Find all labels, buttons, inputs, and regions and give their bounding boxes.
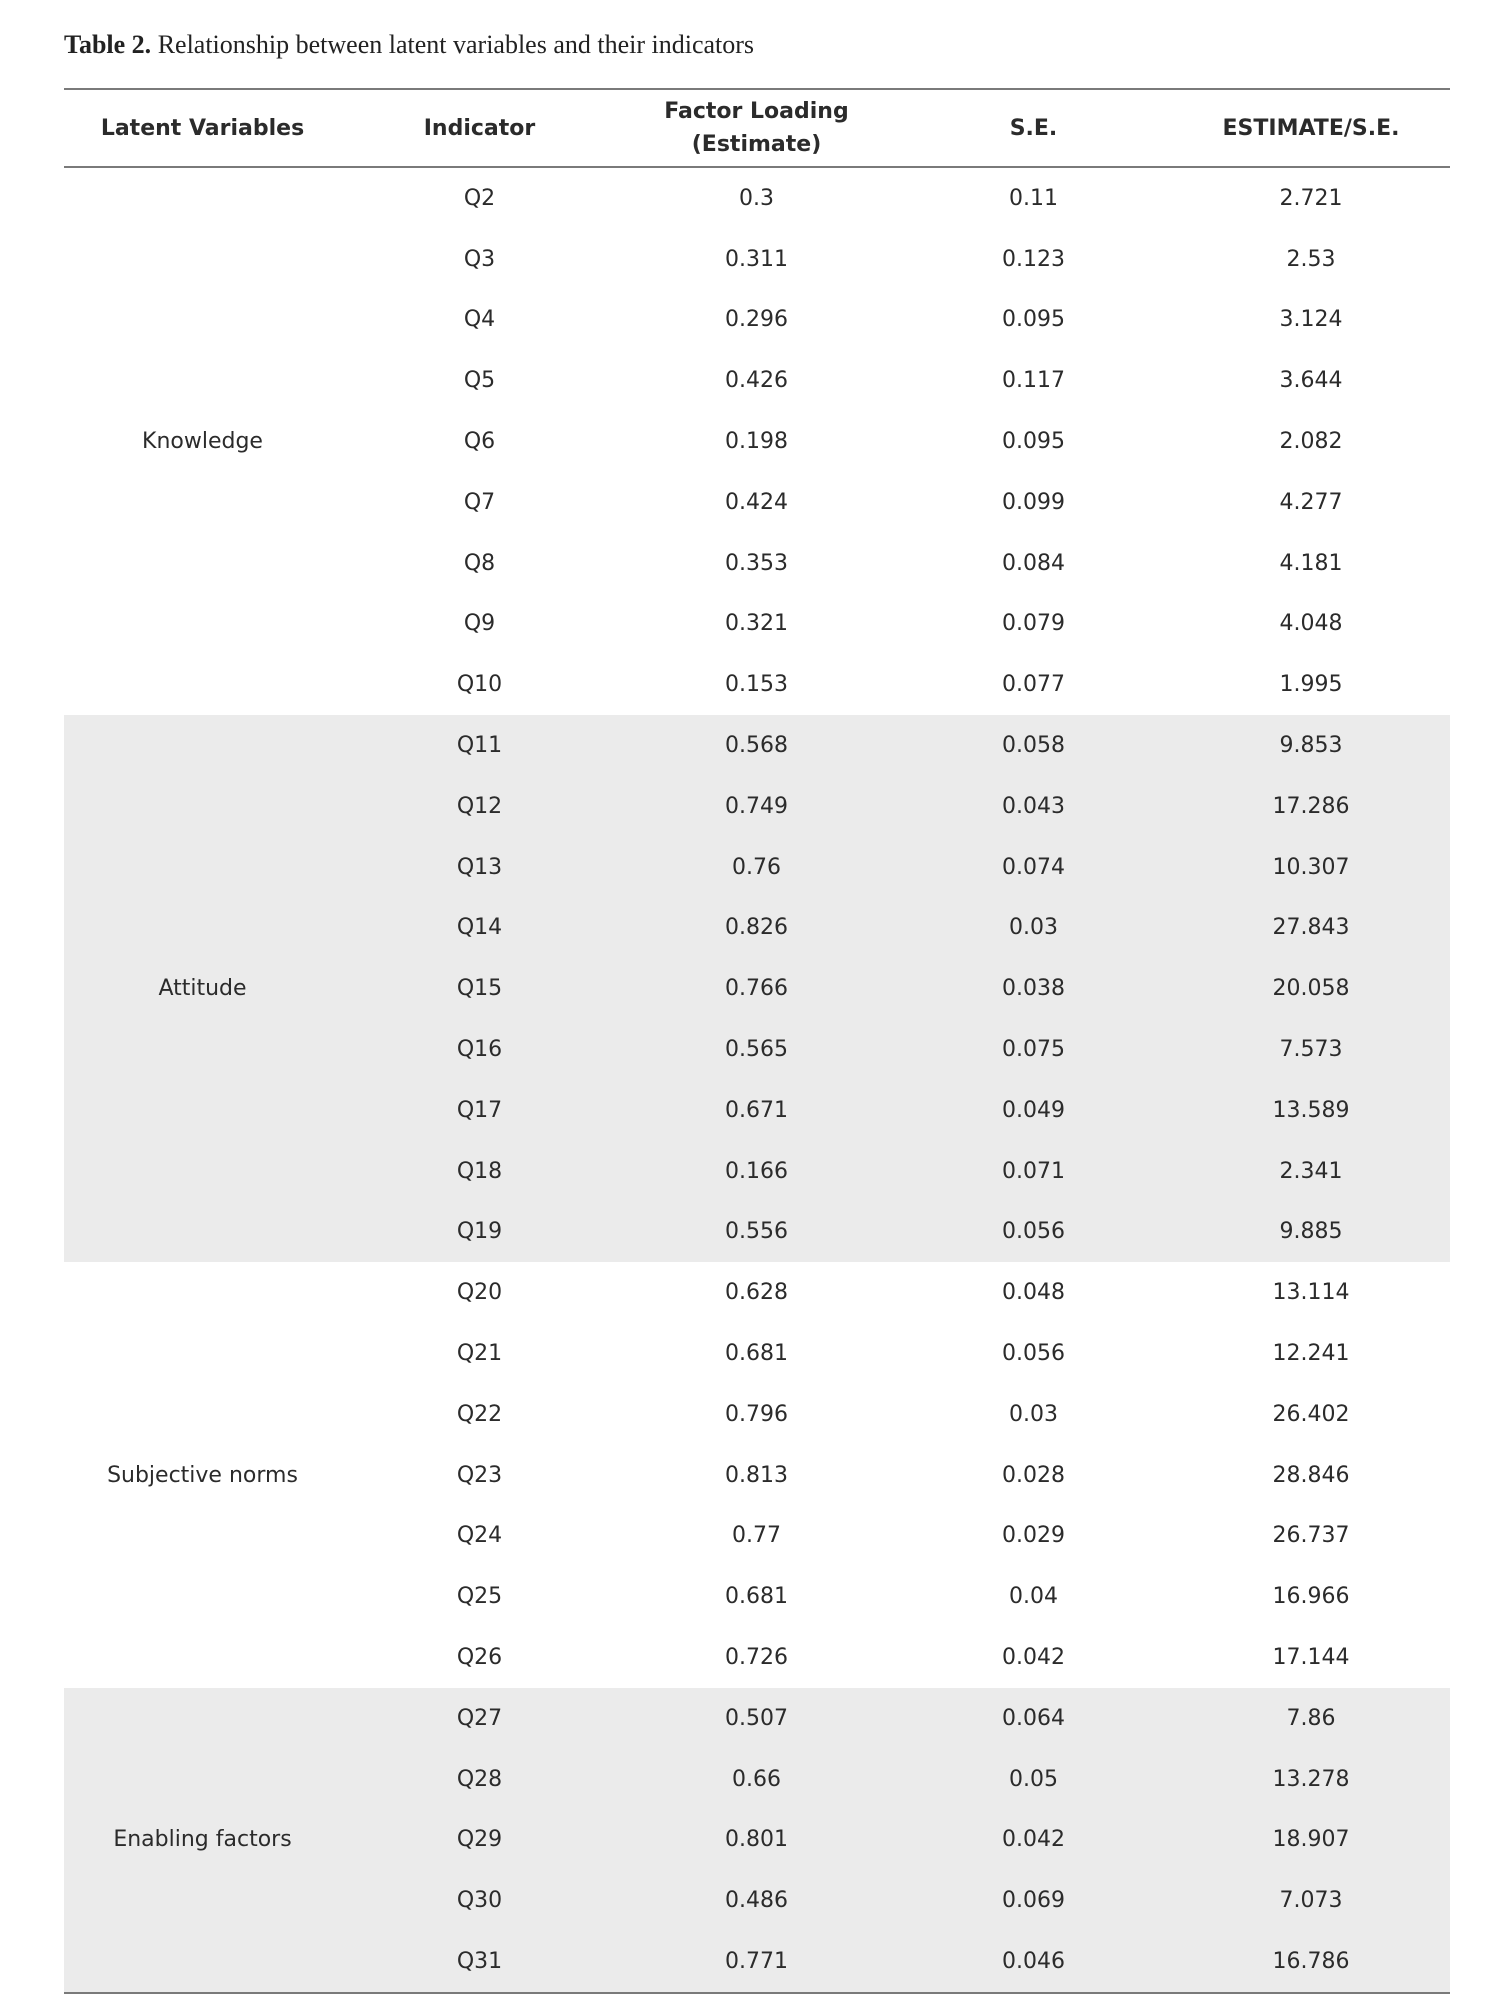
- group-rows: [341, 715, 1450, 1262]
- indicator-cell: Q22: [456, 1401, 503, 1427]
- factor-loading-cell: 0.628: [725, 1280, 788, 1306]
- table-row: [341, 654, 1450, 715]
- row-group: [64, 168, 1450, 715]
- table-number: Table 2.: [64, 30, 152, 59]
- indicator-cell: Q23: [456, 1462, 503, 1488]
- table-row: [341, 229, 1450, 290]
- group-rows: [341, 168, 1450, 715]
- estimate-se-cell: 3.124: [1279, 307, 1343, 333]
- se-cell: 0.03: [1009, 915, 1058, 941]
- table-row: [341, 168, 1450, 229]
- factor-loading-cell: 0.77: [732, 1523, 781, 1549]
- indicator-cell: Q29: [456, 1827, 503, 1853]
- factor-loading-cell: 0.353: [725, 550, 788, 576]
- factor-loading-cell: 0.556: [725, 1219, 788, 1245]
- factor-loading-cell: 0.198: [725, 429, 788, 455]
- se-cell: 0.11: [1009, 185, 1058, 211]
- indicator-cell: Q18: [456, 1158, 503, 1184]
- header-factor-loading: [618, 95, 895, 161]
- indicator-cell: Q30: [456, 1888, 503, 1914]
- factor-loading-cell: 0.681: [725, 1341, 788, 1367]
- estimate-se-cell: 10.307: [1272, 854, 1350, 880]
- factor-loading-cell: 0.771: [725, 1949, 788, 1974]
- estimate-se-cell: 3.644: [1279, 368, 1343, 394]
- indicator-cell: Q17: [456, 1097, 503, 1123]
- factor-loading-cell: 0.153: [725, 672, 788, 698]
- estimate-se-cell: 2.082: [1279, 429, 1343, 455]
- indicator-cell: Q28: [456, 1766, 503, 1792]
- table-row: [341, 290, 1450, 351]
- factor-loading-cell: 0.826: [725, 915, 788, 941]
- factor-loading-cell: 0.749: [725, 793, 788, 819]
- table-row: [341, 1080, 1450, 1141]
- group-rows: [341, 1262, 1450, 1688]
- se-cell: 0.042: [1002, 1645, 1065, 1671]
- table-row: [341, 1688, 1450, 1749]
- se-cell: 0.029: [1002, 1523, 1065, 1549]
- loadings-table: [64, 88, 1450, 1994]
- latent-variable-label: Subjective norms: [107, 1462, 298, 1488]
- latent-variable-label: Knowledge: [142, 429, 263, 455]
- header-estimate-se: ESTIMATE/S.E.: [1222, 115, 1400, 141]
- estimate-se-cell: 9.853: [1279, 733, 1343, 759]
- table-row: [341, 1445, 1450, 1506]
- header-factor-loading-line1: Factor Loading: [664, 99, 849, 124]
- table-row: [341, 958, 1450, 1019]
- table-row: [341, 837, 1450, 898]
- factor-loading-cell: 0.486: [725, 1888, 788, 1914]
- table-row: [341, 1810, 1450, 1871]
- factor-loading-cell: 0.296: [725, 307, 788, 333]
- factor-loading-cell: 0.671: [725, 1097, 788, 1123]
- indicator-cell: Q20: [456, 1280, 503, 1306]
- se-cell: 0.049: [1002, 1097, 1065, 1123]
- table-row: [341, 1749, 1450, 1810]
- estimate-se-cell: 26.402: [1272, 1401, 1350, 1427]
- se-cell: 0.056: [1002, 1219, 1065, 1245]
- header-latent-variables: Latent Variables: [100, 115, 305, 141]
- factor-loading-cell: 0.3: [739, 185, 774, 211]
- factor-loading-cell: 0.568: [725, 733, 788, 759]
- factor-loading-cell: 0.166: [725, 1158, 788, 1184]
- estimate-se-cell: 2.53: [1286, 246, 1336, 272]
- se-cell: 0.05: [1009, 1766, 1058, 1792]
- table-row: [341, 1202, 1450, 1263]
- header-indicator: Indicator: [423, 115, 536, 141]
- se-cell: 0.038: [1002, 976, 1065, 1002]
- indicator-cell: Q14: [456, 915, 503, 941]
- estimate-se-cell: 28.846: [1272, 1462, 1350, 1488]
- se-cell: 0.123: [1002, 246, 1065, 272]
- se-cell: 0.03: [1009, 1401, 1058, 1427]
- table-row: [341, 776, 1450, 837]
- se-cell: 0.042: [1002, 1827, 1065, 1853]
- indicator-cell: Q2: [463, 185, 496, 211]
- table-body: [64, 168, 1450, 1992]
- header-factor-loading-line2: (Estimate): [691, 132, 822, 157]
- indicator-cell: Q5: [463, 368, 496, 394]
- indicator-cell: Q26: [456, 1645, 503, 1671]
- se-cell: 0.046: [1002, 1949, 1065, 1974]
- indicator-cell: Q8: [463, 550, 496, 576]
- header-se: S.E.: [1009, 115, 1058, 141]
- estimate-se-cell: 2.341: [1279, 1158, 1343, 1184]
- se-cell: 0.079: [1002, 611, 1065, 637]
- table-row: [341, 1019, 1450, 1080]
- table-row: [341, 594, 1450, 655]
- indicator-cell: Q16: [456, 1037, 503, 1063]
- factor-loading-cell: 0.426: [725, 368, 788, 394]
- table-header: [64, 90, 1450, 166]
- se-cell: 0.04: [1009, 1584, 1058, 1610]
- se-cell: 0.075: [1002, 1037, 1065, 1063]
- se-cell: 0.028: [1002, 1462, 1065, 1488]
- estimate-se-cell: 2.721: [1279, 185, 1343, 211]
- table-row: [341, 1506, 1450, 1567]
- estimate-se-cell: 17.144: [1272, 1645, 1350, 1671]
- indicator-cell: Q7: [463, 489, 496, 515]
- indicator-cell: Q21: [456, 1341, 503, 1367]
- estimate-se-cell: 16.966: [1272, 1584, 1350, 1610]
- se-cell: 0.069: [1002, 1888, 1065, 1914]
- estimate-se-cell: 13.114: [1272, 1280, 1350, 1306]
- indicator-cell: Q31: [456, 1949, 503, 1974]
- indicator-cell: Q25: [456, 1584, 503, 1610]
- factor-loading-cell: 0.681: [725, 1584, 788, 1610]
- group-rows: [341, 1688, 1450, 1992]
- latent-variable-label: Attitude: [158, 976, 247, 1002]
- table-row: [341, 1323, 1450, 1384]
- indicator-cell: Q19: [456, 1219, 503, 1245]
- estimate-se-cell: 20.058: [1272, 976, 1350, 1002]
- indicator-cell: Q13: [456, 854, 503, 880]
- se-cell: 0.077: [1002, 672, 1065, 698]
- se-cell: 0.058: [1002, 733, 1065, 759]
- estimate-se-cell: 26.737: [1272, 1523, 1350, 1549]
- bottom-rule: [64, 1992, 1450, 1994]
- se-cell: 0.099: [1002, 489, 1065, 515]
- se-cell: 0.043: [1002, 793, 1065, 819]
- estimate-se-cell: 13.278: [1272, 1766, 1350, 1792]
- estimate-se-cell: 7.86: [1286, 1705, 1336, 1731]
- factor-loading-cell: 0.813: [725, 1462, 788, 1488]
- estimate-se-cell: 7.573: [1279, 1037, 1343, 1063]
- factor-loading-cell: 0.766: [725, 976, 788, 1002]
- estimate-se-cell: 12.241: [1272, 1341, 1350, 1367]
- table-row: [341, 1262, 1450, 1323]
- factor-loading-cell: 0.66: [732, 1766, 781, 1792]
- estimate-se-cell: 17.286: [1272, 793, 1350, 819]
- table-row: [341, 715, 1450, 776]
- table-row: [341, 1384, 1450, 1445]
- factor-loading-cell: 0.424: [725, 489, 788, 515]
- estimate-se-cell: 18.907: [1272, 1827, 1350, 1853]
- table-title: Relationship between latent variables and their indicators: [151, 30, 755, 59]
- table-row: [341, 350, 1450, 411]
- row-group: [64, 1688, 1450, 1992]
- factor-loading-cell: 0.76: [732, 854, 781, 880]
- indicator-cell: Q10: [456, 672, 503, 698]
- estimate-se-cell: 16.786: [1272, 1949, 1350, 1974]
- table-row: [341, 533, 1450, 594]
- estimate-se-cell: 27.843: [1272, 915, 1350, 941]
- indicator-cell: Q6: [463, 429, 496, 455]
- se-cell: 0.071: [1002, 1158, 1065, 1184]
- factor-loading-cell: 0.801: [725, 1827, 788, 1853]
- indicator-cell: Q9: [463, 611, 496, 637]
- table-row: [341, 1141, 1450, 1202]
- estimate-se-cell: 4.048: [1279, 611, 1343, 637]
- row-group: [64, 1262, 1450, 1688]
- indicator-cell: Q15: [456, 976, 503, 1002]
- factor-loading-cell: 0.321: [725, 611, 788, 637]
- indicator-cell: Q3: [463, 246, 496, 272]
- estimate-se-cell: 1.995: [1279, 672, 1343, 698]
- se-cell: 0.084: [1002, 550, 1065, 576]
- estimate-se-cell: 7.073: [1279, 1888, 1343, 1914]
- table-row: [341, 898, 1450, 959]
- factor-loading-cell: 0.796: [725, 1401, 788, 1427]
- table-caption: [64, 30, 754, 60]
- table-row: [341, 1566, 1450, 1627]
- indicator-cell: Q4: [463, 307, 496, 333]
- se-cell: 0.095: [1002, 429, 1065, 455]
- estimate-se-cell: 13.589: [1272, 1097, 1350, 1123]
- se-cell: 0.064: [1002, 1705, 1065, 1731]
- indicator-cell: Q24: [456, 1523, 503, 1549]
- se-cell: 0.074: [1002, 854, 1065, 880]
- factor-loading-cell: 0.726: [725, 1645, 788, 1671]
- factor-loading-cell: 0.565: [725, 1037, 788, 1063]
- table-row: [341, 472, 1450, 533]
- indicator-cell: Q12: [456, 793, 503, 819]
- table-row: [341, 1870, 1450, 1931]
- estimate-se-cell: 9.885: [1279, 1219, 1343, 1245]
- factor-loading-cell: 0.311: [725, 246, 788, 272]
- estimate-se-cell: 4.277: [1279, 489, 1343, 515]
- se-cell: 0.056: [1002, 1341, 1065, 1367]
- factor-loading-cell: 0.507: [725, 1705, 788, 1731]
- indicator-cell: Q11: [456, 733, 503, 759]
- table-row: [341, 1627, 1450, 1688]
- se-cell: 0.048: [1002, 1280, 1065, 1306]
- row-group: [64, 715, 1450, 1262]
- se-cell: 0.095: [1002, 307, 1065, 333]
- table-row: [341, 411, 1450, 472]
- estimate-se-cell: 4.181: [1279, 550, 1343, 576]
- latent-variable-label: Enabling factors: [113, 1827, 292, 1853]
- table-row: [341, 1931, 1450, 1992]
- se-cell: 0.117: [1002, 368, 1065, 394]
- indicator-cell: Q27: [456, 1705, 503, 1731]
